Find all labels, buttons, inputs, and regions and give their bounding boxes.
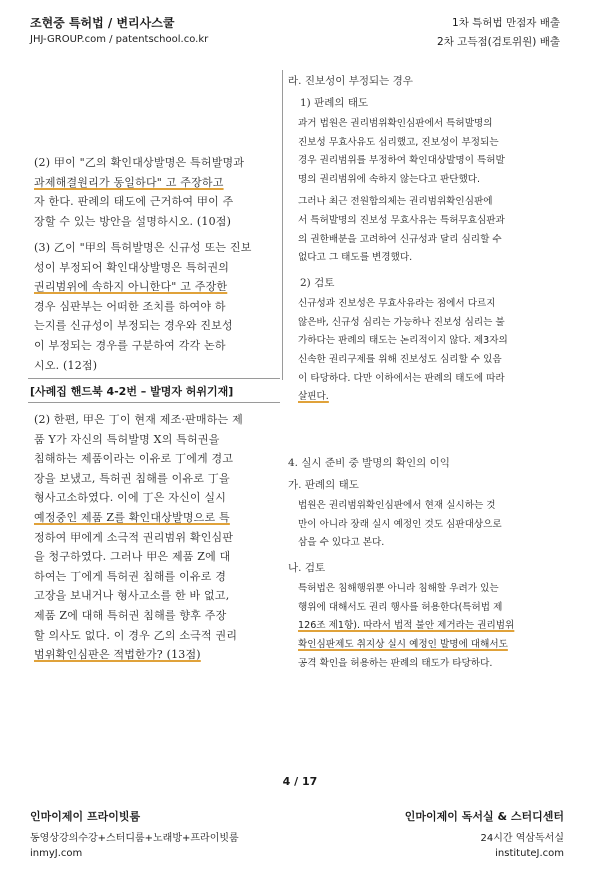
header-title: 조현중 특허법 / 변리사스쿨 [30,16,175,30]
footer-right-url: instituteJ.com [495,848,564,859]
paragraph-line: 이 타당하다. 다만 이하에서는 판례의 태도에 따라 [298,372,505,384]
paragraph [288,115,588,189]
question-3-line: 시오. (12점) [34,358,98,372]
subheading: 2) 검토 [300,276,335,289]
paragraph-line: 살핀다. [298,391,329,403]
question-3-line: 이 부정되는 경우를 구분하여 각각 논하 [34,338,226,352]
case-line: 형사고소하였다. 이에 丁은 자신이 실시 [34,491,227,505]
column-divider [282,70,283,380]
question-2-line: 자 한다. 판례의 태도에 근거하여 甲이 주 [34,195,234,209]
paragraph-line: 공격 확인을 허용하는 판례의 태도가 타당하다. [298,657,493,669]
header-tagline-1: 1차 특허법 만점자 배출 [452,17,560,29]
case-line: 예정중인 제품 Z를 확인대상발명으로 특 [34,510,230,524]
paragraph-line: 과거 법원은 권리범위확인심판에서 특허발명의 [298,118,493,129]
case-line: 할 의사도 없다. 이 경우 乙의 소극적 권리 [34,628,238,642]
footer-right-title: 인마이제이 독서실 & 스터디센터 [404,810,564,823]
case-title: [사례집 핸드북 4-2번 – 발명자 허위기재] [30,385,234,398]
case-line: 품 Y가 자신의 특허발명 X의 특허권을 [34,432,220,446]
question-3-line: (3) 乙이 "甲의 특허발명은 신규성 또는 진보 [34,241,252,254]
case-line: 침해하는 제품이라는 이유로 丁에게 경고 [34,452,234,466]
question-3-line: 경우 심판부는 어떠한 조치를 하여야 하 [34,299,226,313]
case-line: 제품 Z에 대해 특허권 침해를 향후 주장 [34,608,227,622]
paragraph [288,497,588,553]
paragraph-line: 법원은 권리범위확인심판에서 현재 실시하는 것 [298,500,496,511]
question-2 [34,153,280,231]
case-line: 을 청구하였다. 그러나 甲은 제품 Z에 대 [34,550,231,564]
case-line: 고장을 보내거나 형사고소를 한 바 없고, [34,589,230,603]
question-3-line: 권리범위에 속하지 아니한다" 고 주장한 [34,280,228,294]
paragraph-line: 신규성과 진보성은 무효사유라는 점에서 다르지 [298,298,496,310]
question-3-line: 성이 부정되어 확인대상발명은 특허권의 [34,260,230,274]
paragraph-line: 없다고 그 태도를 변경했다. [298,252,413,264]
paragraph-line: 특허법은 침해행위뿐 아니라 침해할 우려가 있는 [298,583,499,595]
paragraph-line: 확인심판제도 취지상 실시 예정인 발명에 대해서도 [298,639,508,651]
page-number: 4 / 17 [282,775,318,788]
case-line: 정하여 甲에게 소극적 권리범위 확인심판 [34,530,234,544]
paragraph-line: 않은바, 신규성 심리는 가능하나 진보성 심리는 불 [298,316,505,328]
paragraph-line: 서 특허발명의 진보성 무효사유는 특허무효심판과 [298,214,505,226]
subheading: 나. 검토 [288,561,326,574]
header-website: JHJ-GROUP.com / patentschool.co.kr [30,34,209,45]
question-2-line: 장할 수 있는 방안을 설명하시오. (10점) [34,214,232,228]
right-top-section [288,72,588,407]
paragraph-line: 신속한 권리구제를 위해 진보성도 심리할 수 있음 [298,354,502,366]
paragraph-line: 126조 제1항). 따라서 법적 불안 제거라는 권리범위 [298,620,515,632]
paragraph-line: 진보성 무효사유도 심리했고, 진보성이 부정되는 [298,136,499,148]
case-line: 장을 보냈고, 특허권 침해를 이유로 丁을 [34,471,230,485]
subheading: 가. 판례의 태도 [288,478,359,491]
right-bottom-section [288,454,588,673]
section-heading: 4. 실시 준비 중 발명의 확인의 이익 [288,457,450,469]
paragraph [288,193,588,267]
paragraph-line: 의 권한배분을 고려하여 신규성과 달리 심리할 수 [298,233,502,245]
case-line: (2) 한편, 甲은 丁이 현재 제조·판매하는 제 [34,413,243,426]
paragraph-line: 행위에 대해서도 권리 행사를 허용한다(특허법 제 [298,601,503,613]
paragraph-line: 경우 권리범위를 부정하여 확인대상발명이 특허발 [298,155,505,167]
section-rule [28,378,280,379]
paragraph-line: 가하다는 판례의 태도는 논리적이지 않다. 제3자의 [298,335,508,347]
footer-left-sub: 동영상강의수강+스터디룸+노래방+프라이빗룸 [30,833,239,844]
header-tagline-2: 2차 고득점(검토위원) 배출 [437,36,560,48]
question-3-line: 는지를 신규성이 부정되는 경우와 진보성 [34,319,233,333]
question-2-line: 과제해결원리가 동일하다" 고 주장하고 [34,175,224,189]
paragraph [288,295,588,407]
paragraph-line: 명의 권리범위에 속하지 않는다고 판단했다. [298,173,481,185]
paragraph [288,580,588,673]
footer-left-title: 인마이제이 프라이빗룸 [30,810,141,823]
paragraph-line: 삼을 수 있다고 본다. [298,537,385,549]
paragraph-line: 그러나 최근 전원합의체는 권리범위확인심판에 [298,196,493,208]
question-2-line: (2) 甲이 "乙의 확인대상발명은 특허발명과 [34,156,245,169]
section-rule [28,402,280,403]
footer-left-url: inmyJ.com [30,848,83,859]
paragraph-line: 만이 아니라 장래 실시 예정인 것도 심판대상으로 [298,518,502,530]
footer-right-sub: 24시간 역삼독서실 [480,833,564,844]
question-3 [34,238,280,375]
case-line: 범위확인심판은 적법한가? (13점) [34,648,201,662]
subheading: 1) 판례의 태도 [300,96,369,109]
case-line: 하여는 丁에게 특허권 침해를 이유로 경 [34,569,227,583]
case-question [34,410,280,665]
section-heading: 라. 진보성이 부정되는 경우 [288,75,413,87]
